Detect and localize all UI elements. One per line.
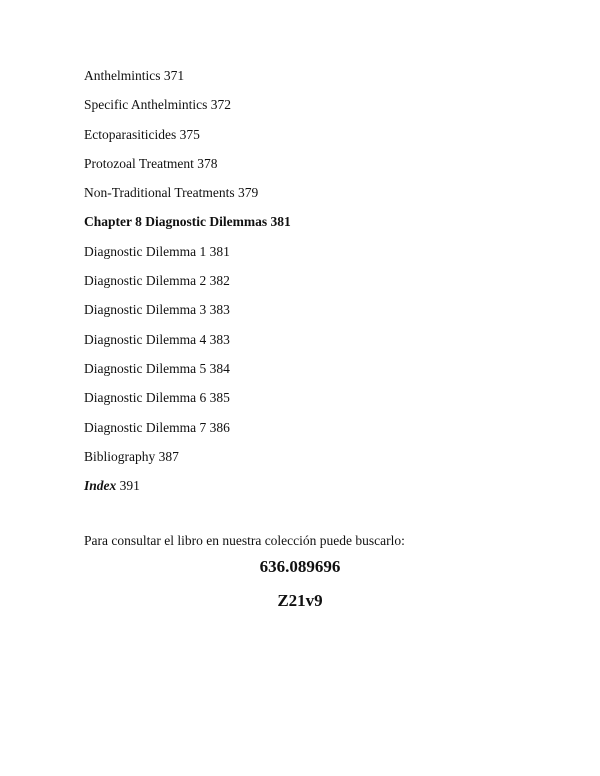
catalog-lookup: [84, 531, 544, 550]
toc-entry-anthelmintics: Anthelmintics 371: [84, 68, 185, 83]
toc-entry-diagnostic-dilemma-6: Diagnostic Dilemma 6 385: [84, 390, 230, 406]
toc-entry-non-traditional-treatments: Non-Traditional Treatments 379: [84, 185, 259, 201]
toc-entry-index: [84, 476, 544, 505]
toc-entry-specific-anthelmintics: Specific Anthelmintics 372: [84, 97, 231, 113]
toc-chapter-8-heading: Chapter 8 Diagnostic Dilemmas 381: [84, 214, 291, 230]
toc-entry-bibliography: Bibliography 387: [84, 448, 179, 464]
table-of-contents: [84, 66, 544, 505]
toc-entry-diagnostic-dilemma-3: Diagnostic Dilemma 3 383: [84, 302, 230, 318]
toc-entry-diagnostic-dilemma-7: Diagnostic Dilemma 7 386: [84, 419, 230, 435]
call-number-cutter: Z21v9: [277, 591, 323, 610]
toc-entry-diagnostic-dilemma-5: Diagnostic Dilemma 5 384: [84, 360, 230, 376]
toc-entry-diagnostic-dilemma-2: Diagnostic Dilemma 2 382: [84, 273, 230, 289]
toc-entry-diagnostic-dilemma-1: Diagnostic Dilemma 1 381: [84, 243, 230, 259]
toc-entry-diagnostic-dilemma-4: Diagnostic Dilemma 4 383: [84, 331, 230, 347]
catalog-note: Para consultar el libro en nuestra colección puede buscarlo:: [84, 533, 405, 548]
toc-index-title: Index: [84, 478, 117, 494]
toc-entry-ectoparasiticides: Ectoparasiticides 375: [84, 126, 200, 142]
call-number-classification: 636.089696: [259, 557, 341, 576]
toc-entry-protozoal-treatment: Protozoal Treatment 378: [84, 155, 218, 171]
toc-index-page: 391: [116, 478, 140, 494]
